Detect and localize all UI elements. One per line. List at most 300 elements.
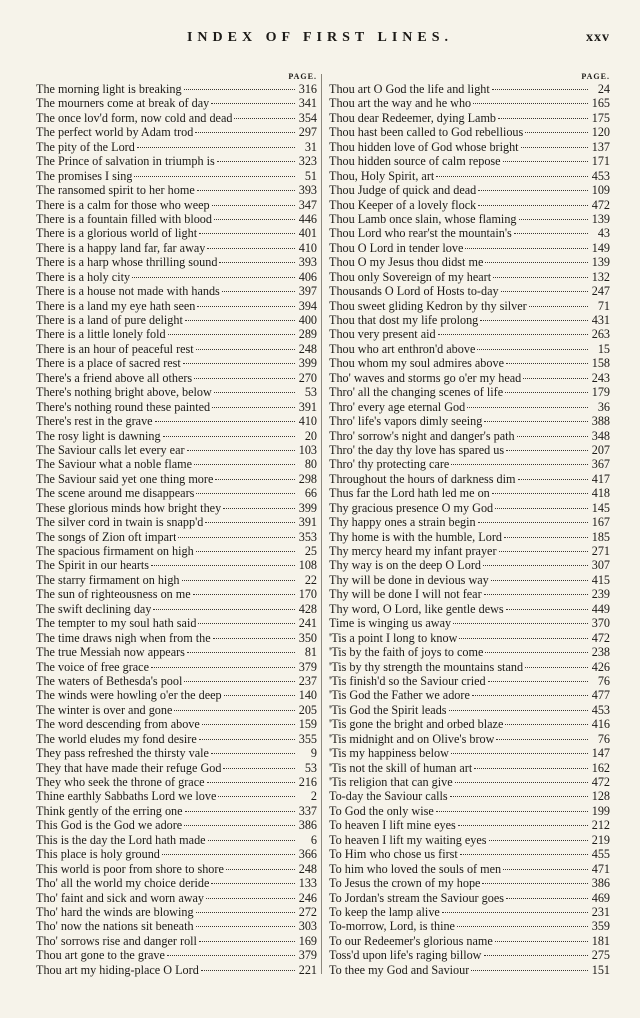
column-divider [321, 74, 322, 974]
first-line-text: To God the only wise [329, 803, 434, 818]
page-ref: 167 [591, 515, 610, 530]
dot-leader [212, 406, 295, 408]
dot-leader [485, 261, 588, 263]
dot-leader [482, 882, 588, 884]
page-ref: 181 [591, 933, 610, 948]
page-ref: 20 [304, 428, 317, 443]
dot-leader [208, 839, 295, 841]
page-ref: 472 [591, 775, 610, 789]
first-line-text: The songs of Zion oft impart [36, 529, 177, 544]
first-line-text: Throughout the hours of darkness dim [329, 471, 516, 486]
dot-leader [472, 694, 588, 696]
dot-leader [506, 897, 588, 899]
first-line-text: There's a friend above all others [36, 370, 193, 385]
first-line-text: Thou Lamb once slain, whose flaming [329, 211, 517, 226]
page-ref: 169 [298, 933, 317, 948]
page-ref: 248 [298, 861, 317, 876]
page-ref: 297 [298, 125, 317, 140]
index-entry [36, 544, 317, 558]
dot-leader [478, 204, 588, 206]
index-entry [36, 154, 317, 168]
page-ref: 386 [298, 818, 317, 833]
index-entry [329, 919, 610, 933]
dot-leader [234, 117, 295, 119]
dot-leader [484, 954, 589, 956]
index-entry [36, 414, 317, 428]
page-ref: 379 [298, 948, 317, 963]
index-entry [36, 919, 317, 933]
first-line-text: Thou art the way and he who [329, 96, 472, 111]
first-line-text: Thro' sorrow's night and danger's path [329, 428, 515, 443]
dot-leader [518, 478, 588, 480]
page-ref: 455 [591, 847, 610, 862]
index-entry [36, 587, 317, 601]
first-line-text: Thou O Lord in tender love [329, 240, 464, 255]
page-ref: 212 [591, 818, 610, 833]
page-ref: 6 [310, 832, 317, 847]
dot-leader [196, 492, 295, 494]
index-entry [329, 558, 610, 572]
dot-leader [499, 550, 588, 552]
first-line-text: Thou whom my soul admires above [329, 356, 504, 371]
index-entry [36, 371, 317, 385]
first-line-text: Tho' sorrows rise and danger roll [36, 933, 197, 948]
index-entry [36, 862, 317, 876]
index-entry [36, 963, 317, 977]
first-line-text: To Jordan's stream the Saviour goes [329, 890, 504, 905]
first-line-text: Thy word, O Lord, like gentle dews [329, 601, 504, 616]
dot-leader [438, 333, 588, 335]
entry-list-left [36, 82, 317, 977]
dot-leader [168, 333, 295, 335]
index-entry [329, 486, 610, 500]
index-entry [36, 616, 317, 630]
index-entry [36, 934, 317, 948]
page-column-label: PAGE. [288, 72, 317, 81]
dot-leader [207, 247, 295, 249]
page-ref: 391 [298, 515, 317, 530]
page-ref: 391 [298, 399, 317, 414]
index-entry [329, 948, 610, 962]
first-line-text: The silver cord in twain is snapp'd [36, 515, 204, 530]
index-entry [36, 486, 317, 500]
index-entry [329, 674, 610, 688]
index-entry [36, 327, 317, 341]
first-line-text: Thus far the Lord hath led me on [329, 486, 490, 501]
page-ref: 348 [591, 428, 610, 443]
dot-leader [199, 232, 295, 234]
first-line-text: This is the day the Lord hath made [36, 832, 206, 847]
dot-leader [453, 622, 588, 624]
first-line-text: The scene around me disappears [36, 486, 195, 501]
first-line-text: Think gently of the erring one [36, 803, 183, 818]
dot-leader [525, 131, 588, 133]
index-entry [329, 371, 610, 385]
dot-leader [525, 666, 588, 668]
first-line-text: To heaven I lift my waiting eyes [329, 832, 487, 847]
first-line-text: Thou, Holy Spirit, art [329, 168, 435, 183]
index-entry [36, 356, 317, 370]
first-line-text: Time is winging us away [329, 616, 452, 631]
index-entry [329, 356, 610, 370]
first-line-text: Thou hast been called to God rebellious [329, 125, 524, 140]
dot-leader [478, 521, 588, 523]
first-line-text: There is a land my eye hath seen [36, 298, 196, 313]
page-ref: 43 [597, 226, 610, 241]
page-ref: 431 [591, 313, 610, 327]
dot-leader [219, 261, 295, 263]
index-entry [329, 443, 610, 457]
first-line-text: Tho' now the nations sit beneath [36, 919, 194, 934]
first-line-text: To Jesus the crown of my hope [329, 876, 481, 891]
index-entry [329, 501, 610, 515]
page-ref: 139 [591, 255, 610, 270]
first-line-text: The Saviour said yet one thing more [36, 471, 214, 486]
index-entry [36, 558, 317, 572]
index-entry [36, 198, 317, 212]
index-entry [329, 183, 610, 197]
index-entry [329, 299, 610, 313]
page-ref: 415 [591, 572, 610, 587]
first-line-text: There's nothing bright above, below [36, 385, 212, 400]
dot-leader [488, 680, 588, 682]
index-entry [36, 515, 317, 529]
index-entry [36, 241, 317, 255]
dot-leader [496, 738, 588, 740]
dot-leader [202, 723, 295, 725]
page-ref: 170 [298, 587, 317, 602]
page-ref: 393 [298, 183, 317, 198]
first-line-text: The promises I sing [36, 168, 133, 183]
dot-leader [450, 795, 588, 797]
index-entry [329, 717, 610, 731]
index-entry [36, 313, 317, 327]
index-entry [36, 111, 317, 125]
dot-leader [503, 868, 588, 870]
page-ref: 472 [591, 630, 610, 645]
dot-leader [162, 853, 295, 855]
page-ref: 76 [597, 731, 610, 746]
index-entry [36, 833, 317, 847]
index-entry [329, 746, 610, 760]
index-entry [329, 660, 610, 674]
dot-leader [442, 911, 588, 913]
page-ref: 171 [591, 154, 610, 169]
first-line-text: Thine earthly Sabbaths Lord we love [36, 789, 217, 804]
first-line-text: 'Tis gone the bright and orbed blaze [329, 717, 504, 732]
dot-leader [459, 637, 588, 639]
index-entry [329, 789, 610, 803]
dot-leader [199, 940, 295, 942]
first-line-text: There is a place of sacred rest [36, 356, 181, 371]
page-ref: 103 [298, 442, 317, 457]
page-ref: 393 [298, 255, 317, 270]
index-entry [36, 804, 317, 818]
dot-leader [223, 767, 295, 769]
dot-leader [483, 564, 588, 566]
dot-leader [458, 824, 588, 826]
page-ref: 350 [298, 630, 317, 645]
first-line-text: The swift declining day [36, 601, 152, 616]
index-entry [329, 818, 610, 832]
index-entry [36, 284, 317, 298]
page-ref: 337 [298, 803, 317, 818]
dot-leader [155, 420, 295, 422]
page-ref: 175 [591, 110, 610, 125]
first-line-text: 'Tis finish'd so the Saviour cried [329, 673, 486, 688]
first-line-text: They who seek the throne of grace [36, 775, 205, 789]
dot-leader [196, 550, 295, 552]
index-entry [329, 515, 610, 529]
index-entry [329, 111, 610, 125]
first-line-text: Tho' all the world my choice deride [36, 876, 210, 891]
index-entry [36, 82, 317, 96]
dot-leader [465, 247, 588, 249]
first-line-text: 'Tis not the skill of human art [329, 760, 473, 775]
first-line-text: Thy will be done I will not fear [329, 587, 482, 602]
dot-leader [183, 362, 295, 364]
page-ref: 15 [597, 341, 610, 356]
first-line-text: The starry firmament on high [36, 572, 180, 587]
page-ref: 347 [298, 197, 317, 212]
dot-leader [471, 969, 588, 971]
index-entry [329, 140, 610, 154]
dot-leader [197, 189, 295, 191]
page-column-label: PAGE. [581, 72, 610, 81]
first-line-text: There is a land of pure delight [36, 313, 183, 327]
page-ref: 80 [304, 457, 317, 472]
first-line-text: 'Tis religion that can give [329, 775, 453, 789]
index-entry [36, 761, 317, 775]
page-ref: 120 [591, 125, 610, 140]
first-line-text: Tho' faint and sick and worn away [36, 890, 205, 905]
dot-leader [167, 954, 295, 956]
first-line-text: Thou art my hiding-place O Lord [36, 962, 199, 977]
page-ref: 139 [591, 211, 610, 226]
page-ref: 248 [298, 341, 317, 356]
dot-leader [506, 449, 588, 451]
page-ref: 216 [298, 775, 317, 789]
dot-leader [197, 305, 295, 307]
first-line-text: There is a glorious world of light [36, 226, 198, 241]
dot-leader [492, 88, 588, 90]
index-entry [36, 775, 317, 789]
dot-leader [163, 435, 295, 437]
first-line-text: Thou very present aid [329, 327, 436, 342]
dot-leader [218, 795, 295, 797]
page-ref: 410 [298, 240, 317, 255]
index-entry [329, 573, 610, 587]
page-ref: 151 [591, 962, 610, 977]
first-line-text: Thou only Sovereign of my heart [329, 269, 492, 284]
first-line-text: There is a harp whose thrilling sound [36, 255, 218, 270]
page-ref: 370 [591, 616, 610, 631]
dot-leader [211, 752, 295, 754]
first-line-text: Thy way is on the deep O Lord [329, 558, 481, 573]
dot-leader [484, 420, 588, 422]
index-entry [329, 313, 610, 327]
first-line-text: To thee my God and Saviour [329, 962, 470, 977]
first-line-text: To-day the Saviour calls [329, 789, 448, 804]
page-ref: 128 [591, 789, 610, 804]
index-entry [36, 385, 317, 399]
index-entry [36, 688, 317, 702]
first-line-text: The waters of Bethesda's pool [36, 673, 183, 688]
index-entry [329, 804, 610, 818]
index-entry [36, 703, 317, 717]
index-entry [36, 631, 317, 645]
dot-leader [224, 694, 295, 696]
page-ref: 243 [591, 370, 610, 385]
dot-leader [205, 521, 295, 523]
page-ref: 207 [591, 442, 610, 457]
index-entry [329, 775, 610, 789]
page-ref: 2 [310, 789, 317, 804]
first-line-text: Thro' all the changing scenes of life [329, 385, 504, 400]
dot-leader [521, 146, 588, 148]
page-ref: 426 [591, 659, 610, 674]
index-entry [329, 688, 610, 702]
dot-leader [436, 175, 588, 177]
first-line-text: Thy gracious presence O my God [329, 500, 494, 515]
dot-leader [215, 478, 295, 480]
dot-leader [194, 377, 295, 379]
page-ref: 241 [298, 616, 317, 631]
index-entry [329, 833, 610, 847]
page-ref: 219 [591, 832, 610, 847]
index-entry [329, 732, 610, 746]
page-ref: 367 [591, 457, 610, 472]
page-ref: 386 [591, 876, 610, 891]
index-entry [329, 169, 610, 183]
dot-leader [451, 752, 588, 754]
first-line-text: The word descending from above [36, 717, 200, 732]
page-ref: 140 [298, 688, 317, 703]
index-entry [36, 732, 317, 746]
index-entry [36, 789, 317, 803]
dot-leader [212, 204, 295, 206]
index-entry [36, 125, 317, 139]
index-entry [36, 847, 317, 861]
first-line-text: To keep the lamp alive [329, 904, 440, 919]
page-ref: 303 [298, 919, 317, 934]
dot-leader [504, 536, 588, 538]
dot-leader [194, 463, 295, 465]
dot-leader [184, 680, 295, 682]
first-line-text: Thou Keeper of a lovely flock [329, 197, 477, 212]
page-ref: 323 [298, 154, 317, 169]
page-ref: 247 [591, 284, 610, 299]
first-line-text: Thy mercy heard my infant prayer [329, 544, 497, 558]
first-line-text: Thy home is with the humble, Lord [329, 529, 502, 544]
page-ref: 307 [591, 558, 610, 573]
page-ref: 366 [298, 847, 317, 862]
index-entry [329, 862, 610, 876]
dot-leader [151, 564, 295, 566]
index-entry [329, 703, 610, 717]
first-line-text: Thou sweet gliding Kedron by thy silver [329, 298, 527, 313]
dot-leader [223, 507, 295, 509]
first-line-text: Thou art gone to the grave [36, 948, 165, 963]
index-entry [329, 472, 610, 486]
dot-leader [213, 637, 295, 639]
dot-leader [199, 738, 295, 740]
first-line-text: Thy happy ones a strain begin [329, 515, 476, 530]
index-entry [36, 140, 317, 154]
page-ref: 137 [591, 139, 610, 154]
dot-leader [187, 651, 295, 653]
page-ref: 428 [298, 601, 317, 616]
page-ref: 238 [591, 645, 610, 660]
page-ref: 263 [591, 327, 610, 342]
first-line-text: 'Tis by the faith of joys to come [329, 645, 484, 660]
page-ref: 162 [591, 760, 610, 775]
page-ref: 133 [298, 876, 317, 891]
index-entry [36, 530, 317, 544]
first-line-text: 'Tis God the Father we adore [329, 688, 470, 703]
first-line-text: Thou that dost my life prolong [329, 313, 479, 327]
first-line-text: Thou dear Redeemer, dying Lamb [329, 110, 497, 125]
index-entry [36, 169, 317, 183]
first-line-text: Thro' the day thy love has spared us [329, 442, 505, 457]
page-ref: 53 [304, 385, 317, 400]
index-entry [329, 82, 610, 96]
page-ref: 22 [304, 572, 317, 587]
page-ref: 453 [591, 168, 610, 183]
dot-leader [517, 435, 588, 437]
page-ref: 397 [298, 284, 317, 299]
index-entry [36, 255, 317, 269]
page-ref: 132 [591, 269, 610, 284]
index-entry [329, 616, 610, 630]
page-ref: 25 [304, 544, 317, 558]
first-line-text: This place is holy ground [36, 847, 160, 862]
first-line-text: There is a little lonely fold [36, 327, 166, 342]
first-line-text: The sun of righteousness on me [36, 587, 191, 602]
index-entry [36, 472, 317, 486]
index-entry [329, 385, 610, 399]
page-ref: 239 [591, 587, 610, 602]
page-ref: 31 [304, 139, 317, 154]
dot-leader [480, 319, 588, 321]
dot-leader [514, 232, 588, 234]
page-ref: 449 [591, 601, 610, 616]
page-number: xxv [586, 30, 610, 45]
index-entry [36, 226, 317, 240]
first-line-text: Thou Lord who rear'st the mountain's [329, 226, 512, 241]
index-entry [36, 429, 317, 443]
first-line-text: Thou art O God the life and light [329, 82, 490, 96]
index-entry [36, 746, 317, 760]
page-ref: 108 [298, 558, 317, 573]
dot-leader [519, 218, 588, 220]
index-entry [329, 602, 610, 616]
first-line-text: This world is poor from shore to shore [36, 861, 224, 876]
dot-leader [478, 189, 588, 191]
dot-leader [493, 276, 588, 278]
page-ref: 359 [591, 919, 610, 934]
first-line-text: Thou hidden love of God whose bright [329, 139, 519, 154]
first-line-text: There is a fountain filled with blood [36, 211, 212, 226]
index-entry [36, 400, 317, 414]
first-line-text: 'Tis my happiness below [329, 746, 449, 761]
page-ref: 9 [310, 746, 317, 761]
dot-leader [196, 348, 295, 350]
page-ref: 231 [591, 904, 610, 919]
first-line-text: To him who loved the souls of men [329, 861, 502, 876]
page-ref: 316 [298, 82, 317, 96]
dot-leader [495, 507, 588, 509]
